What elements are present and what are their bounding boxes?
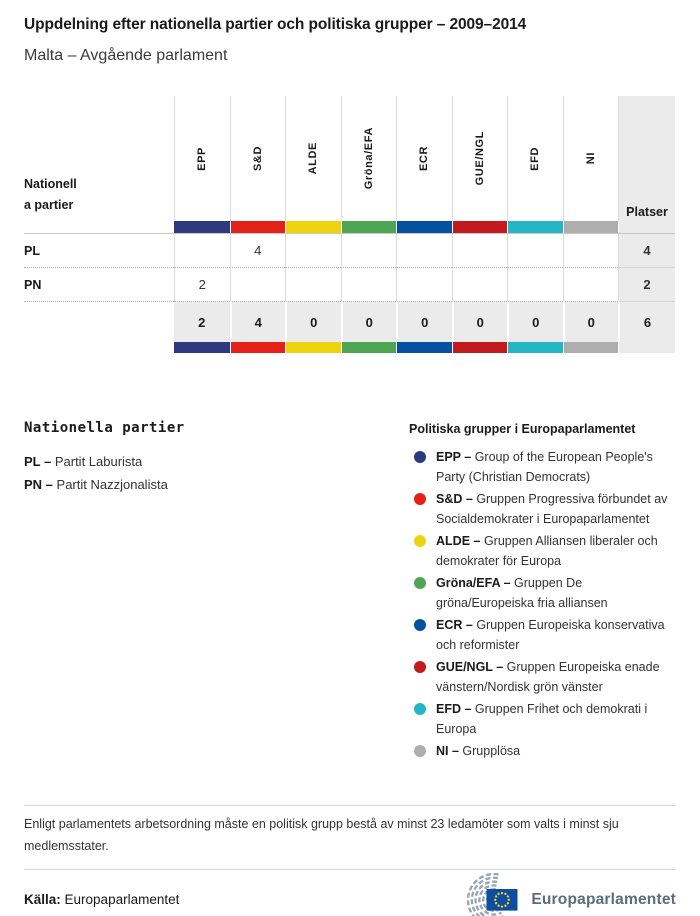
column-header-label: Gröna/EFA <box>362 127 375 190</box>
political-groups-legend <box>409 420 676 765</box>
seats-pl: 4 <box>618 233 675 267</box>
group-color-bar-greens-efa <box>341 342 397 353</box>
group-desc: Group of the European People's Party (Christian Democrats) <box>436 450 653 484</box>
legend-item-efd <box>409 700 676 739</box>
page-subtitle: Malta – Avgående parlament <box>24 47 228 64</box>
column-header-label: ECR <box>418 145 431 172</box>
cell-pl-ni <box>563 233 619 267</box>
legend-item-epp <box>409 448 676 487</box>
group-color-bar-ni <box>563 221 619 233</box>
cell-pn-epp: 2 <box>174 267 230 301</box>
epp-color-dot-icon <box>414 451 426 463</box>
greens-efa-color-dot-icon <box>414 577 426 589</box>
legends <box>24 420 676 765</box>
total-greens-efa: 0 <box>341 301 397 342</box>
group-abbr: Gröna/EFA – <box>436 576 511 590</box>
national-parties-legend <box>24 420 409 765</box>
column-header-ecr <box>396 96 452 221</box>
row-header-line2: a partier <box>24 198 74 212</box>
seats-pn: 2 <box>618 267 675 301</box>
divider <box>24 805 676 806</box>
group-color-bar-sd <box>230 221 286 233</box>
group-color-bar-gue-ngl <box>452 221 508 233</box>
sd-color-dot-icon <box>414 493 426 505</box>
cell-pn-efd <box>507 267 563 301</box>
seats-table <box>24 96 676 353</box>
efd-color-dot-icon <box>414 703 426 715</box>
legend-item-gue-ngl <box>409 658 676 697</box>
source-line <box>24 892 179 907</box>
group-desc: Gruppen Europeiska enade vänstern/Nordisk grön vänster <box>436 660 660 694</box>
bar-row-spacer <box>24 221 174 233</box>
group-desc: Gruppen De gröna/Europeiska fria alliansen <box>436 576 608 610</box>
group-color-bar-ni <box>563 342 619 353</box>
group-desc: Grupplösa <box>462 744 521 758</box>
row-header-label <box>24 96 174 221</box>
group-color-bar-epp <box>174 221 230 233</box>
eu-flag-icon <box>487 889 518 911</box>
row-label-pn: PN <box>24 267 174 301</box>
column-header-label: GUE/NGL <box>473 131 486 186</box>
seats-header-label: Platser <box>626 205 668 219</box>
party-name: Partit Nazzjonalista <box>56 477 168 492</box>
column-header-label: EPP <box>196 146 209 171</box>
total-ni: 0 <box>563 301 619 342</box>
logo-wordmark: Europaparlamentet <box>531 890 676 908</box>
cell-pn-alde <box>285 267 341 301</box>
column-header-label: S&D <box>251 145 264 172</box>
column-header-label: ALDE <box>307 142 320 175</box>
ecr-color-dot-icon <box>414 619 426 631</box>
seats-column-fill <box>618 342 675 353</box>
group-color-bar-epp <box>174 342 230 353</box>
group-abbr: EFD – <box>436 702 472 716</box>
row-label-pl: PL <box>24 233 174 267</box>
group-color-bar-ecr <box>396 221 452 233</box>
political-groups-heading: Politiska grupper i Europaparlamentet <box>409 422 636 436</box>
cell-pl-greens-efa <box>341 233 397 267</box>
group-abbr: ECR – <box>436 618 473 632</box>
column-header-epp <box>174 96 230 221</box>
cell-pn-ecr <box>396 267 452 301</box>
total-efd: 0 <box>507 301 563 342</box>
group-abbr: ALDE – <box>436 534 481 548</box>
total-gue-ngl: 0 <box>452 301 508 342</box>
group-color-bar-alde <box>285 221 341 233</box>
national-parties-heading: Nationella partier <box>24 420 185 436</box>
divider <box>24 869 676 870</box>
row-header-line1: Nationell <box>24 177 77 191</box>
group-color-bar-efd <box>507 342 563 353</box>
footnote: Enligt parlamentets arbetsordning måste en politisk grupp bestå av minst 23 ledamöter som valts i minst sju medlemsstater. <box>24 816 619 853</box>
cell-pn-gue-ngl <box>452 267 508 301</box>
seats-column-fill <box>618 221 675 233</box>
group-abbr: S&D – <box>436 492 473 506</box>
ep-hemicycle-icon <box>448 873 524 916</box>
total-sd: 4 <box>230 301 286 342</box>
cell-pl-ecr <box>396 233 452 267</box>
cell-pl-sd: 4 <box>230 233 286 267</box>
cell-pl-epp <box>174 233 230 267</box>
group-desc: Gruppen Alliansen liberaler och demokrater för Europa <box>436 534 658 568</box>
bar-row-spacer <box>24 342 174 353</box>
page-title: Uppdelning efter nationella partier och politiska grupper – 2009–2014 <box>24 16 527 33</box>
gue-ngl-color-dot-icon <box>414 661 426 673</box>
party-name: Partit Laburista <box>54 454 143 469</box>
legend-item-alde <box>409 532 676 571</box>
group-color-bar-greens-efa <box>341 221 397 233</box>
group-color-bar-ecr <box>396 342 452 353</box>
group-desc: Gruppen Europeiska konservativa och reformister <box>436 618 665 652</box>
cell-pn-sd <box>230 267 286 301</box>
column-header-alde <box>285 96 341 221</box>
cell-pn-greens-efa <box>341 267 397 301</box>
group-color-bar-gue-ngl <box>452 342 508 353</box>
cell-pl-alde <box>285 233 341 267</box>
legend-item-pl <box>24 450 409 473</box>
legend-item-sd <box>409 490 676 529</box>
party-abbr: PL – <box>24 454 52 469</box>
total-seats: 6 <box>618 301 675 342</box>
total-alde: 0 <box>285 301 341 342</box>
source-value: Europaparlamentet <box>64 892 180 907</box>
legend-item-ni <box>409 742 676 762</box>
legend-item-ecr <box>409 616 676 655</box>
column-header-greens-efa <box>341 96 397 221</box>
column-header-gue-ngl <box>452 96 508 221</box>
total-row-spacer <box>24 301 174 342</box>
ni-color-dot-icon <box>414 745 426 757</box>
group-abbr: GUE/NGL – <box>436 660 504 674</box>
cell-pl-efd <box>507 233 563 267</box>
source-label: Källa: <box>24 892 61 907</box>
group-abbr: EPP – <box>436 450 472 464</box>
legend-item-pn <box>24 473 409 496</box>
group-desc: Gruppen Progressiva förbundet av Socialdemokrater i Europaparlamentet <box>436 492 668 526</box>
cell-pl-gue-ngl <box>452 233 508 267</box>
ep-logo <box>448 873 676 916</box>
cell-pn-ni <box>563 267 619 301</box>
group-abbr: NI – <box>436 744 459 758</box>
party-abbr: PN – <box>24 477 53 492</box>
column-header-label: NI <box>584 152 597 165</box>
footer <box>24 873 676 916</box>
column-header-label: EFD <box>529 146 542 171</box>
group-color-bar-sd <box>230 342 286 353</box>
legend-item-greens-efa <box>409 574 676 613</box>
total-ecr: 0 <box>396 301 452 342</box>
group-color-bar-efd <box>507 221 563 233</box>
group-color-bar-alde <box>285 342 341 353</box>
total-epp: 2 <box>174 301 230 342</box>
alde-color-dot-icon <box>414 535 426 547</box>
group-desc: Gruppen Frihet och demokrati i Europa <box>436 702 648 736</box>
column-header-seats <box>618 96 675 221</box>
column-header-sd <box>230 96 286 221</box>
column-header-ni <box>563 96 619 221</box>
column-header-efd <box>507 96 563 221</box>
